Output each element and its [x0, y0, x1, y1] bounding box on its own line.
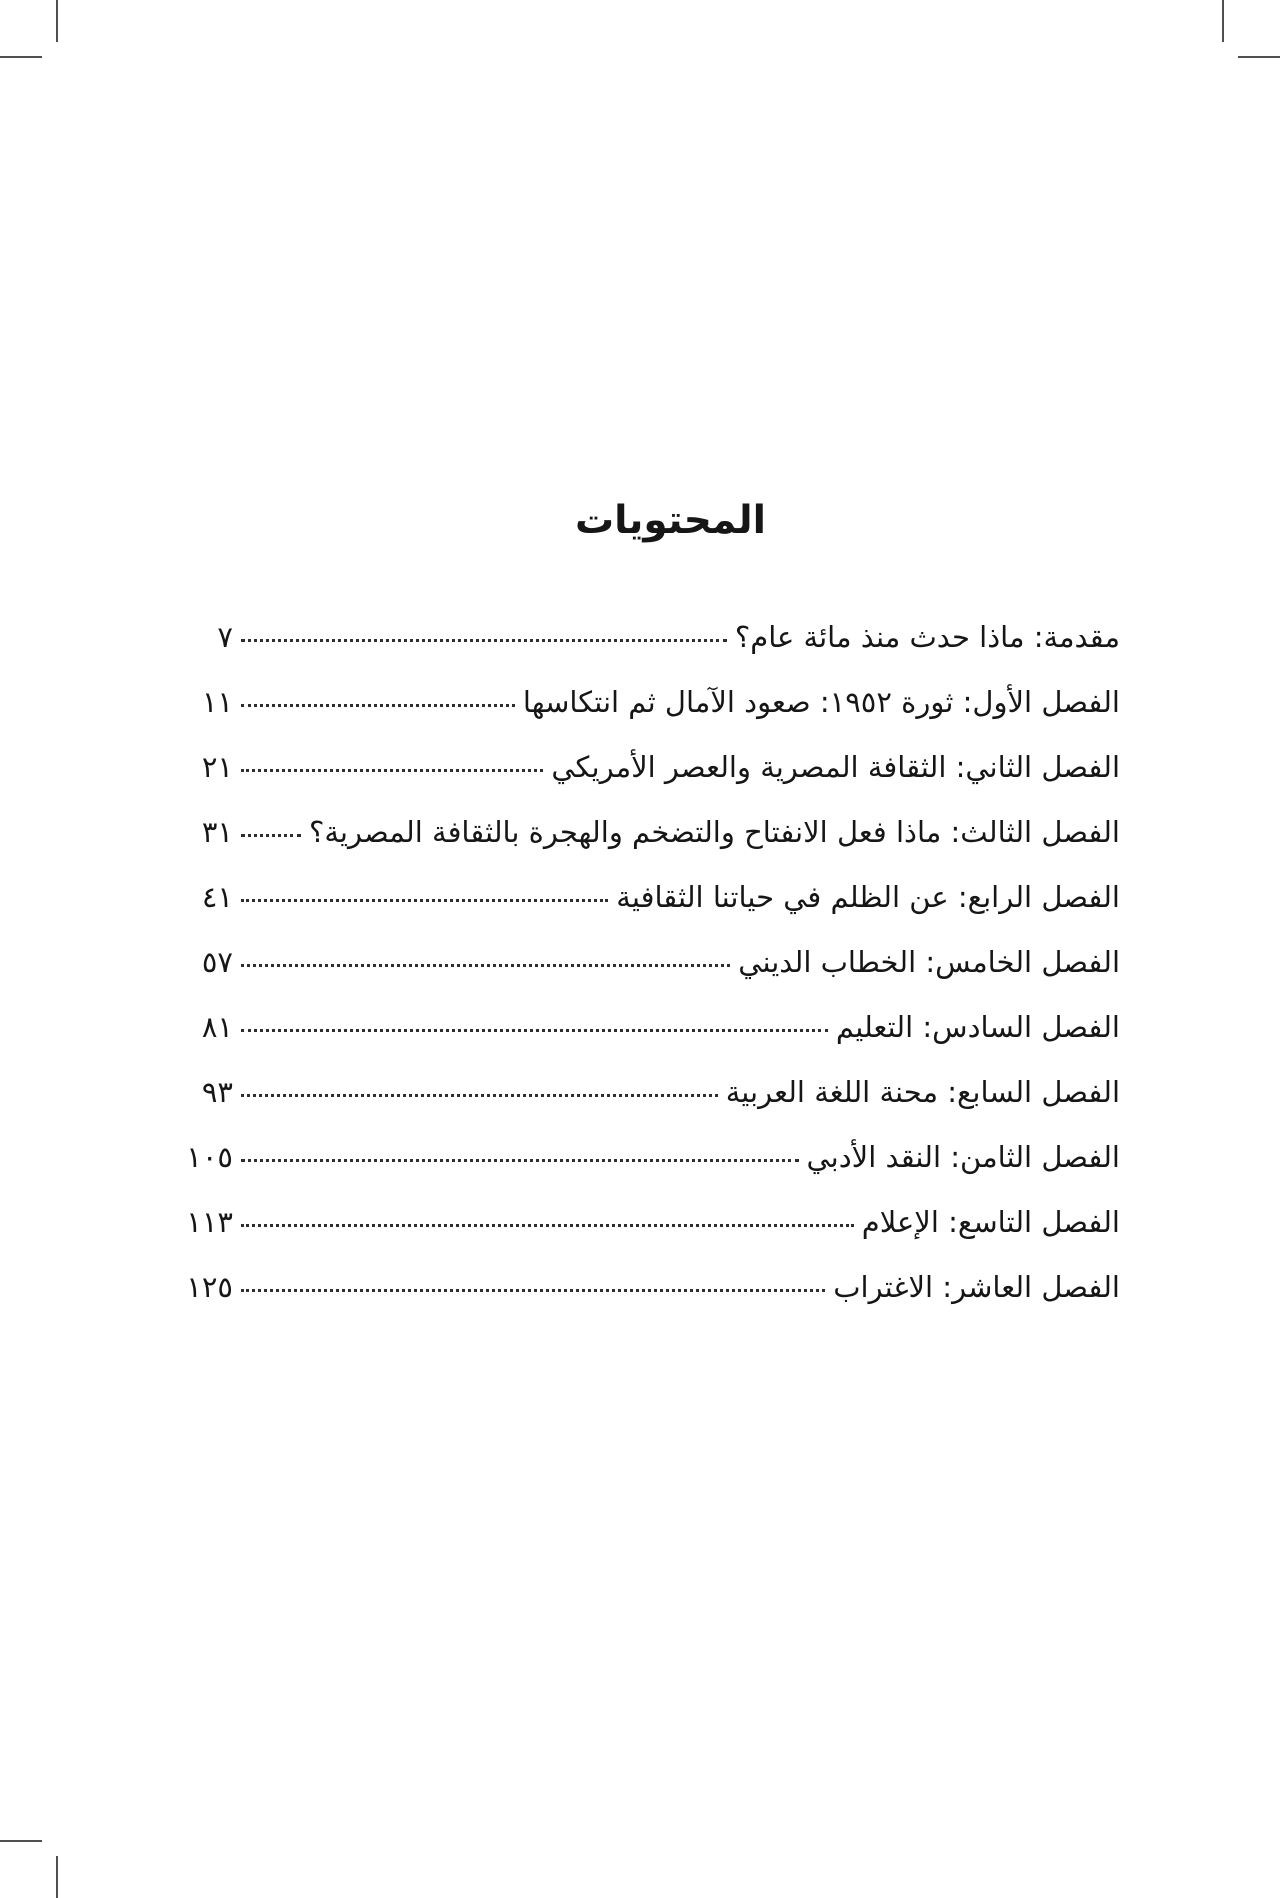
- toc-entry: [155, 1140, 1120, 1205]
- crop-mark-top-left-vertical: [56, 0, 58, 42]
- toc-entry: [155, 685, 1120, 750]
- toc-entry: [155, 620, 1120, 685]
- toc-page-number: ١١: [201, 685, 233, 719]
- toc-page-number: ١٢٥: [186, 1270, 233, 1304]
- toc-dotted-leader: [241, 964, 730, 967]
- crop-mark-top-right-horizontal: [1238, 56, 1280, 58]
- toc-dotted-leader: [241, 1094, 718, 1097]
- crop-mark-top-left-horizontal: [0, 56, 42, 58]
- toc-entry-label: الفصل الثامن: النقد الأدبي: [806, 1140, 1120, 1174]
- toc-dotted-leader: [241, 834, 301, 837]
- toc-entry-label: الفصل الخامس: الخطاب الديني: [738, 945, 1120, 979]
- toc-dotted-leader: [241, 639, 727, 642]
- toc-page-number: ٨١: [201, 1010, 233, 1044]
- toc-entry-label: الفصل السادس: التعليم: [835, 1010, 1120, 1044]
- toc-page-number: ١١٣: [186, 1205, 233, 1239]
- toc-entry-label: الفصل التاسع: الإعلام: [861, 1205, 1120, 1239]
- toc-entry-label: الفصل السابع: محنة اللغة العربية: [725, 1075, 1120, 1109]
- toc-page-number: ٧: [217, 620, 233, 654]
- toc-dotted-leader: [241, 899, 608, 902]
- toc-page-number: ٩٣: [201, 1075, 233, 1109]
- toc-list: [155, 620, 1120, 1335]
- toc-entry-label: الفصل الرابع: عن الظلم في حياتنا الثقافية: [616, 880, 1120, 914]
- toc-entry: [155, 1270, 1120, 1335]
- toc-page-number: ٢١: [201, 750, 233, 784]
- toc-dotted-leader: [241, 1289, 825, 1292]
- toc-page-number: ٣١: [201, 815, 233, 849]
- toc-page-number: ٤١: [201, 880, 233, 914]
- toc-dotted-leader: [241, 704, 515, 707]
- toc-dotted-leader: [241, 1159, 799, 1162]
- toc-dotted-leader: [241, 1029, 828, 1032]
- crop-mark-top-right-vertical: [1222, 0, 1224, 42]
- toc-entry: [155, 945, 1120, 1010]
- crop-mark-bottom-left-vertical: [56, 1856, 58, 1898]
- toc-dotted-leader: [241, 769, 543, 772]
- toc-entry: [155, 1205, 1120, 1270]
- toc-entry-label: الفصل الأول: ثورة ١٩٥٢: صعود الآمال ثم انتكاسها: [522, 685, 1120, 719]
- toc-entry-label: الفصل العاشر: الاغتراب: [833, 1270, 1120, 1304]
- toc-entry-label: الفصل الثالث: ماذا فعل الانفتاح والتضخم والهجرة بالثقافة المصرية؟: [308, 815, 1120, 849]
- toc-entry: [155, 815, 1120, 880]
- toc-dotted-leader: [241, 1224, 854, 1227]
- toc-entry: [155, 880, 1120, 945]
- toc-entry: [155, 1075, 1120, 1140]
- crop-mark-bottom-left-horizontal: [0, 1840, 42, 1842]
- toc-page-number: ٥٧: [201, 945, 233, 979]
- toc-entry-label: مقدمة: ماذا حدث منذ مائة عام؟: [734, 620, 1120, 654]
- page-title: المحتويات: [574, 498, 767, 543]
- toc-entry-label: الفصل الثاني: الثقافة المصرية والعصر الأمريكي: [551, 750, 1120, 784]
- toc-entry: [155, 750, 1120, 815]
- toc-entry: [155, 1010, 1120, 1075]
- toc-page-number: ١٠٥: [186, 1140, 233, 1174]
